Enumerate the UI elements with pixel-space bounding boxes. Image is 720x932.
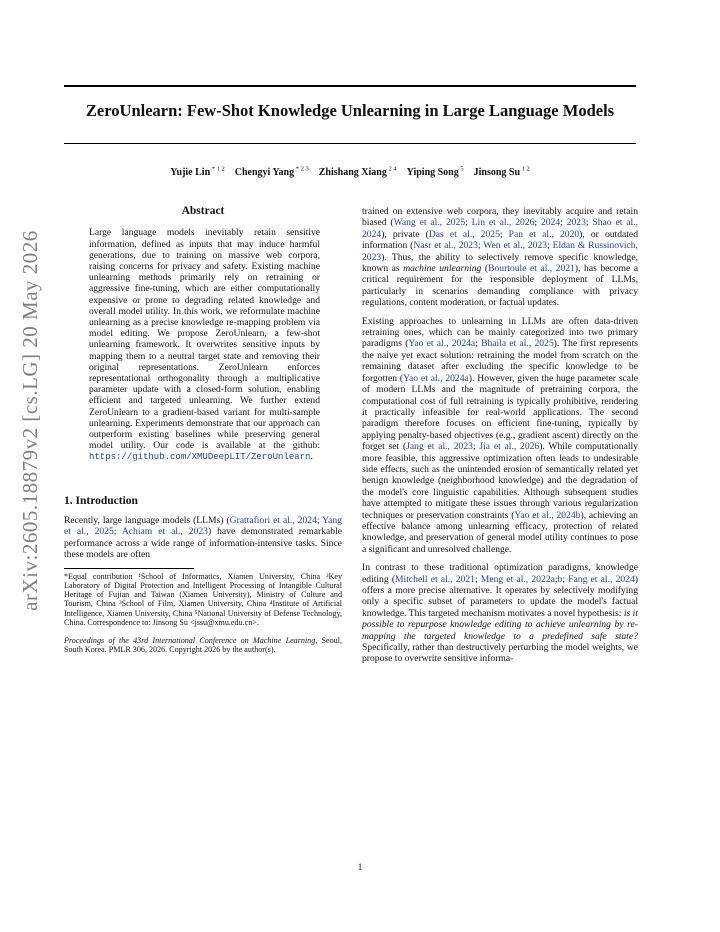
citation-link[interactable]: 2023 — [566, 217, 586, 229]
body-text: ; — [534, 217, 541, 229]
citation-link[interactable]: Nasr et al., 2023 — [413, 240, 478, 252]
citation-link[interactable]: Yang et al., 2025 — [64, 515, 342, 538]
introduction-heading: 1. Introduction — [64, 494, 138, 507]
body-text: ), or outdated information ( — [362, 228, 638, 252]
body-text: Recently, large language models (LLMs) ( — [64, 515, 230, 527]
citation-link[interactable]: Yao et al., 2024a — [403, 372, 469, 384]
citation-link[interactable]: Mitchell et al., 2021 — [395, 573, 475, 585]
body-text: ), achieving an effective balance among unlearning efficacy, protection of related knowledge, and preservation of general model utility continues to pose a significant and unresolved challenge. — [362, 509, 638, 555]
author-name: Yujie Lin — [170, 167, 211, 178]
body-text: ( — [481, 263, 489, 275]
abstract-end: . — [310, 451, 313, 463]
body-text: ) have demonstrated remarkable performance across a wide range of information-intensive tasks. Since these models are often — [64, 526, 342, 561]
right-column — [362, 206, 638, 672]
abstract-body — [64, 227, 342, 463]
body-text: ; — [547, 240, 553, 252]
author-name: Jinsong Su — [473, 167, 521, 178]
page-number: 1 — [357, 863, 363, 873]
introduction-paragraph-1 — [64, 515, 342, 561]
body-text: Existing approaches to unlearning in LLMs are often data-driven retraining ones, which can be mainly categorized into two primary paradigms ( — [362, 315, 638, 350]
author-name: Chengyi Yang — [234, 167, 295, 178]
citation-link[interactable]: Wang et al., 2025 — [393, 217, 466, 229]
left-column — [64, 206, 342, 654]
introduction-paragraph-3 — [362, 316, 638, 556]
body-text: ), has become a critical requirement for the responsible deployment of LLMs, particularly in scenarios demanding compliance with privacy regulations, content moderation, or factual updates. — [362, 263, 638, 309]
citation-link[interactable]: Bhaila et al., 2025 — [481, 338, 554, 350]
footnote-divider — [64, 568, 194, 569]
body-text: ; — [477, 240, 484, 252]
citation-link[interactable]: Lin et al., 2026 — [471, 217, 535, 229]
author-name: Zhishang Xiang — [318, 167, 387, 178]
proceedings-note — [64, 636, 342, 654]
author-affiliation-marks: * 1 2 — [210, 165, 225, 173]
proceedings-details: , Seoul, South Korea. PMLR 306, 2026. Copyright 2026 by the author(s). — [64, 635, 342, 655]
body-text: ; — [474, 573, 481, 585]
citation-link[interactable]: Pan et al., 2020 — [508, 228, 580, 240]
body-text: ; — [560, 217, 567, 229]
proceedings-venue: Proceedings of the 43rd International Conference on Machine Learning — [64, 635, 316, 645]
arxiv-identifier-text: arXiv:2605.18879v2 [cs.LG] 20 May 2026 — [17, 229, 42, 611]
body-text: ; — [475, 338, 482, 350]
affiliation-footnotes: *Equal contribution ¹School of Informatics, Xiamen University, China ²Key Laboratory of Digital Protection and Intelligent Processing of Intangible Cultural Heritage of Fujian and Taiwan (Xiamen University), Ministry of Culture and Tourism, China ³School of Film, Xiamen University, China ⁴Institute of Artificial Intelligence, Xiamen University, China ⁵National University of Defense Technology, China. Correspondence to: Jinsong Su <jssu@xmu.edu.cn>. — [64, 571, 342, 627]
citation-link[interactable]: Fang et al., 2024 — [568, 573, 635, 585]
citation-link[interactable]: Wen et al., 2023 — [483, 240, 548, 252]
emphasis-text: is it possible to repurpose knowledge editing to achieve unlearning by re-mapping the targeted knowledge to a predefined safe state? — [362, 607, 638, 642]
citation-link[interactable]: Yao et al., 2024a — [408, 338, 476, 350]
abstract-heading: Abstract — [181, 205, 225, 217]
author-affiliation-marks: * 2 3 — [294, 165, 309, 173]
body-text: ) offers a more precise alternative. It operates by selectively modifying only a specific subset of parameters to update the model's factual knowledge. This targeted mechanism motivates a novel hypothesis: — [362, 573, 638, 619]
code-repository-link[interactable]: https://github.com/XMUDeepLIT/ZeroUnlearn — [89, 452, 311, 463]
citation-link[interactable]: Jia et al., 2026 — [479, 441, 540, 453]
body-text: ; — [499, 228, 509, 240]
body-text: trained on extensive web corpora, they inevitably acquire and retain biased ( — [362, 206, 638, 229]
body-text: ; — [465, 217, 472, 229]
body-text: ; — [554, 573, 558, 585]
abstract-text: Large language models inevitably retain sensitive information, defined as inputs that may induce harmful generations, due to training on massive web corpora, raising concerns for privacy and safety. Existing machine unlearning methods primarily rely on retraining or aggressive fine-tuning, which are either computationally expensive or prone to degrading related knowledge and overall model utility. In this work, we reformulate machine unlearning as a precise knowledge re-mapping problem via model editing. We propose ZeroUnlearn, a few-shot unlearning framework. It overwrites sensitive inputs by mapping them to a neutral target state and removing their original representations. ZeroUnlearn enforces representational orthogonality through a multiplicative parameter update with a closed-form solution, enabling efficient and targeted unlearning. We further extend ZeroUnlearn to a gradient-based variant for multi-sample unlearning. Experiments demonstrate that our approach can outperform existing baselines while preserving general model utility. Our code is available at the github: — [89, 227, 320, 452]
emphasis-text: machine unlearning — [403, 263, 482, 275]
citation-link[interactable]: Das et al., 2025 — [428, 228, 500, 240]
body-text: In contrast to these traditional optimization paradigms, knowledge editing ( — [362, 562, 638, 585]
citation-link[interactable]: Bourtoule et al., 2021 — [488, 263, 575, 275]
citation-link[interactable]: 2024 — [540, 217, 561, 229]
body-text: ; — [113, 526, 122, 538]
body-text: ). Thus, the ability to selectively remove specific knowledge, known as — [362, 251, 638, 275]
author-name: Yiping Song — [406, 167, 459, 178]
citation-link[interactable]: Achiam et al., 2023 — [121, 526, 208, 538]
body-text: ; — [472, 441, 480, 453]
title-rule-top — [64, 85, 636, 87]
citation-link[interactable]: Yao et al., 2024b — [514, 509, 581, 521]
paper-title: ZeroUnlearn: Few-Shot Knowledge Unlearning in Large Language Models — [85, 101, 615, 120]
author-affiliation-marks: 2 4 — [386, 165, 397, 173]
citation-link[interactable]: Eldan & Russinovich, 2023 — [362, 240, 638, 263]
introduction-paragraph-4 — [362, 562, 638, 665]
citation-link[interactable]: Shao et al., 2024 — [362, 217, 638, 240]
citation-link[interactable]: Grattafiori et al., 2024 — [229, 515, 317, 527]
citation-link[interactable]: Jang et al., 2023 — [406, 441, 473, 453]
body-text: ), private ( — [381, 228, 429, 240]
author-affiliation-marks: 1 2 — [520, 165, 530, 173]
introduction-paragraph-2 — [362, 206, 638, 309]
author-affiliation-marks: 5 — [458, 165, 464, 173]
citation-link[interactable]: b — [557, 573, 563, 585]
citation-link[interactable]: Meng et al., 2022a — [480, 573, 555, 585]
body-text: ). The first represents the naive yet exact solution: retraining the model from scratch on the remaining dataset after excluding the specific knowledge to be forgotten ( — [362, 338, 638, 384]
arxiv-identifier-stamp — [10, 160, 50, 680]
title-rule-bottom — [64, 143, 636, 144]
body-text: ; — [562, 573, 569, 585]
author-list — [64, 167, 636, 178]
body-text: ; — [585, 217, 593, 229]
body-text: ). However, given the huge parameter scale of modern LLMs and the magnitude of pretraining corpora, the computational cost of full retraining is typically prohibitive, rendering it practically infeasible for real-world applications. The second paradigm therefore focuses on efficient fine-tuning, typically by applying penalty-based objectives (e.g., gradient ascent) directly on the forget set ( — [362, 372, 638, 453]
body-text: ; — [316, 515, 323, 527]
body-text: Specifically, rather than destructively perturbing the model weights, we propose to overwrite sensitive informa- — [362, 642, 638, 665]
body-text: ). While computationally more feasible, this aggressive optimization often leads to undesirable side effects, such as the unintended erosion of semantically related yet benign knowledge (neighborhood knowledge) and the degradation of the model's core linguistic capabilities. Although subsequent studies have attempted to mitigate these issues through various regularization techniques or preservation constraints ( — [362, 441, 638, 521]
